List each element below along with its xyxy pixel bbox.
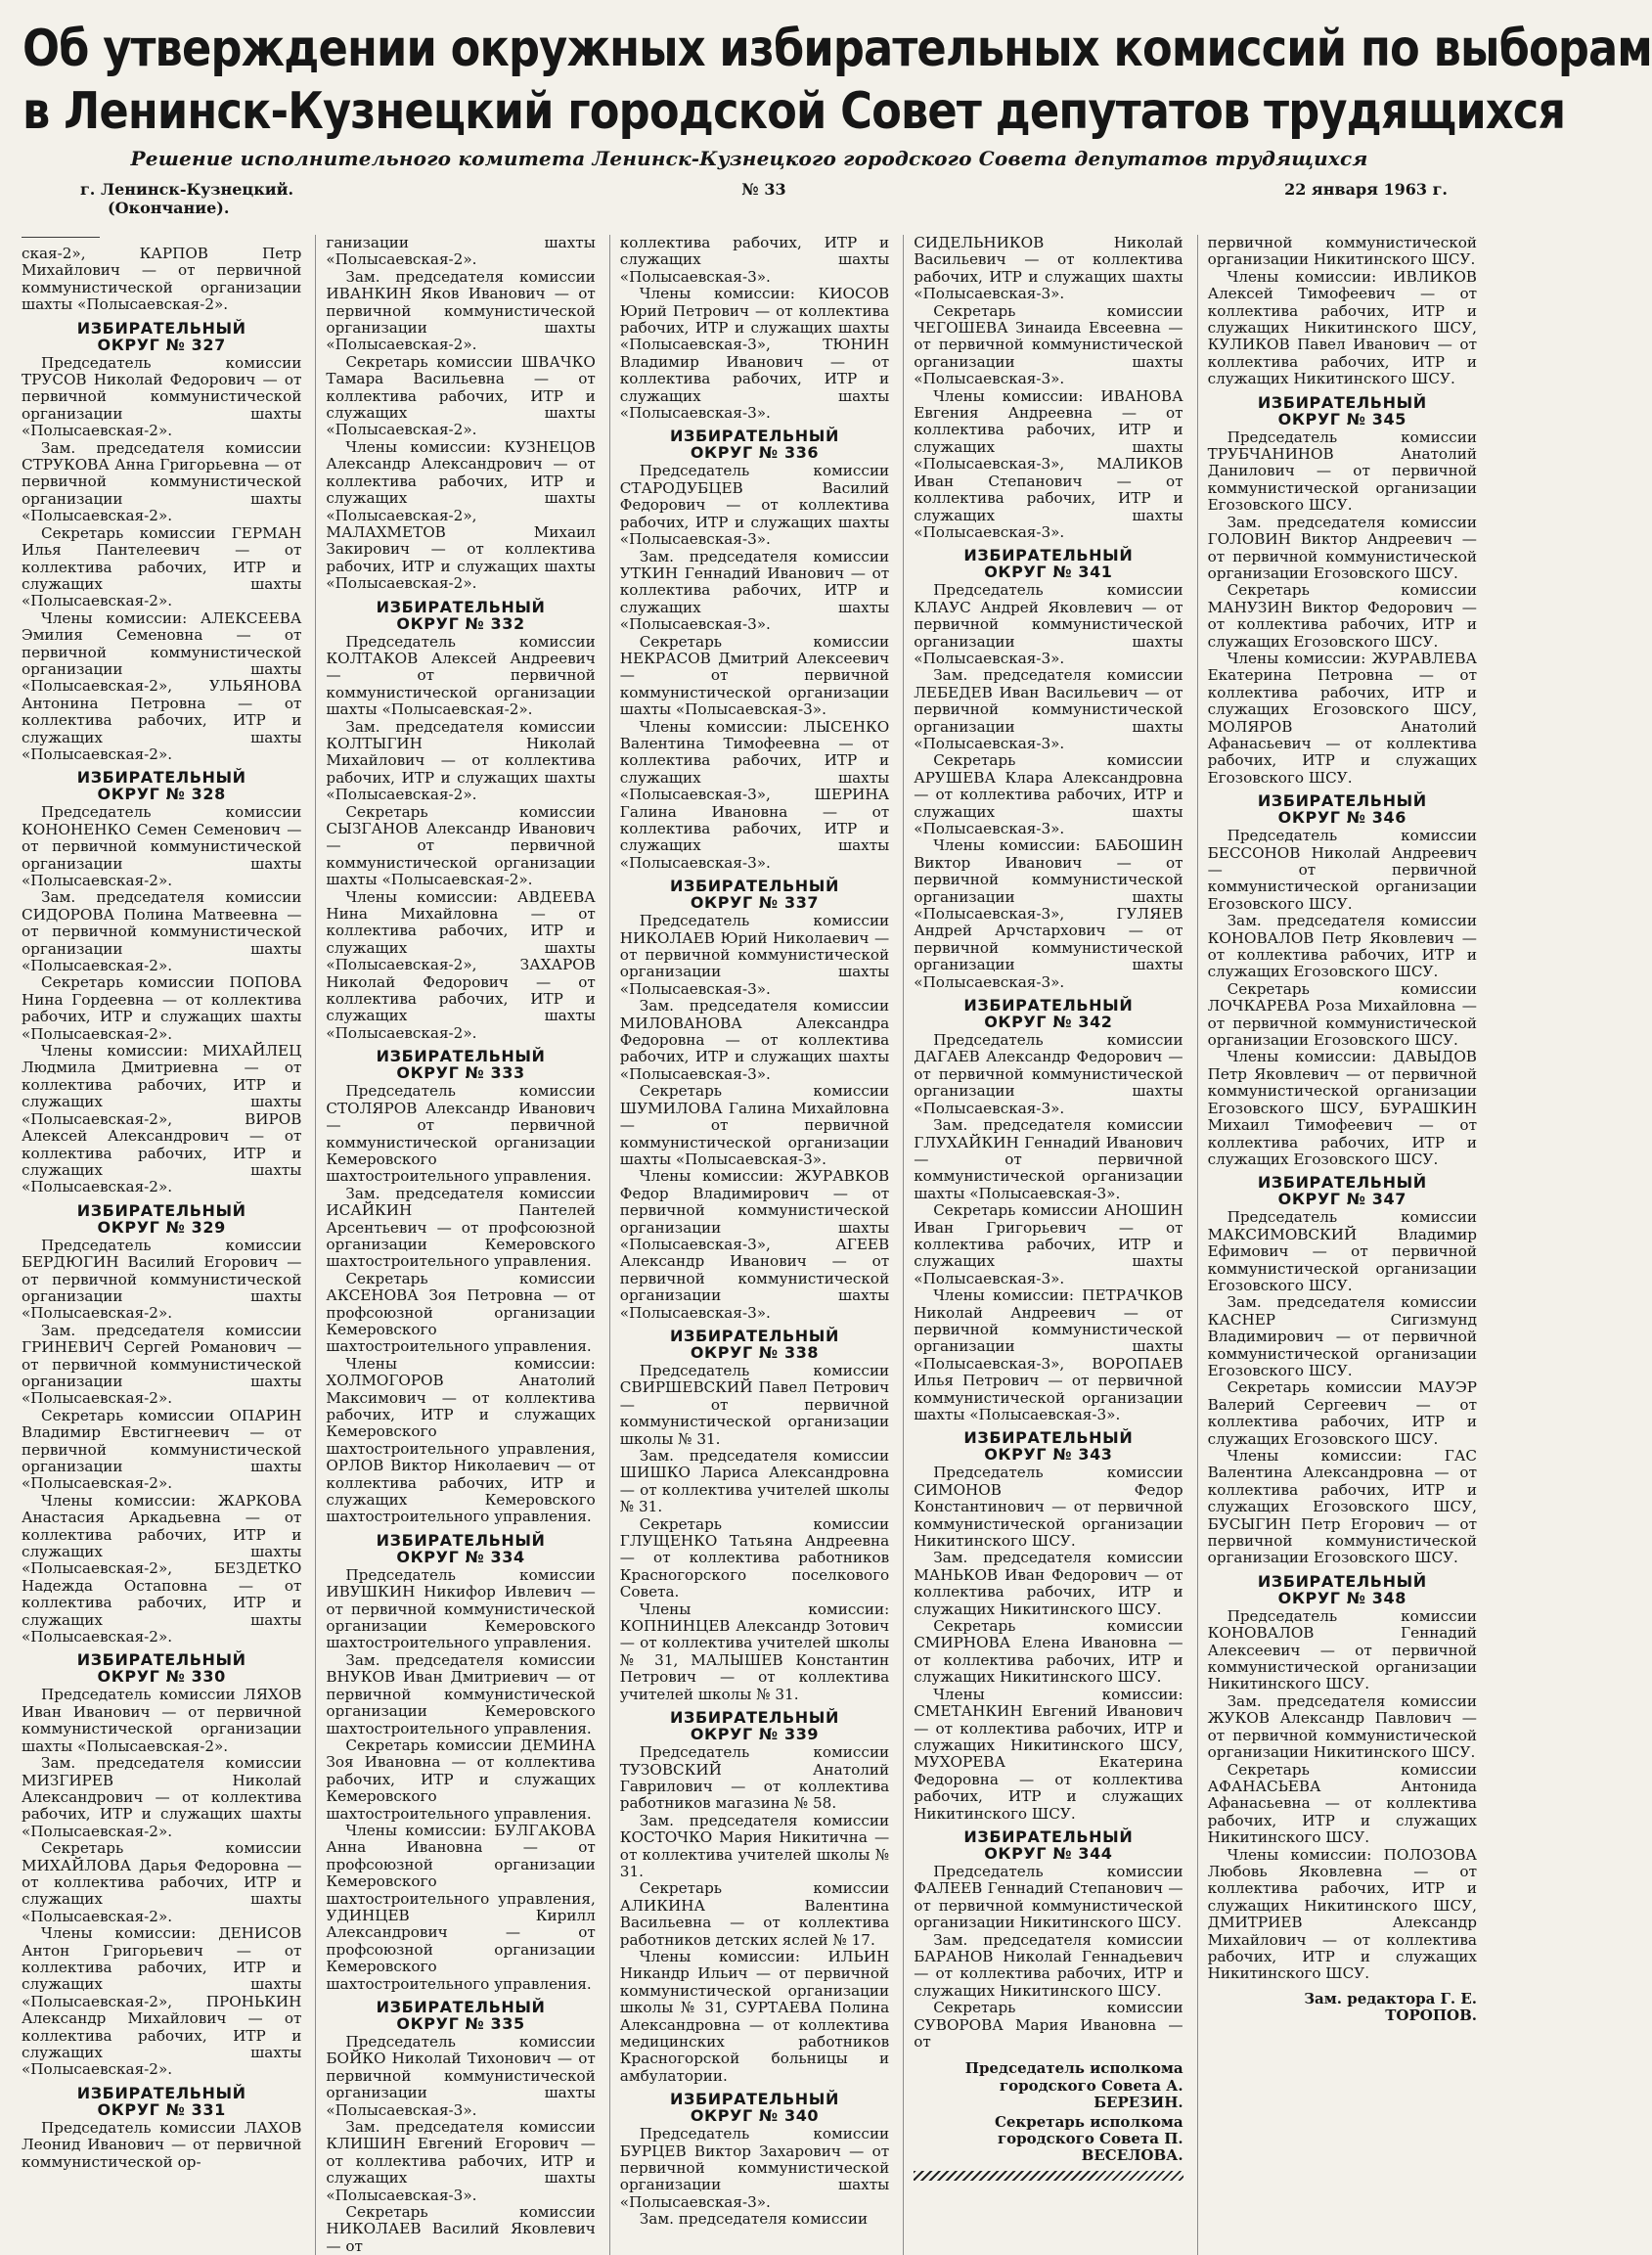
commission-paragraph: Члены комиссии: ДАВЫДОВ Петр Яковлевич — от первичной коммунистической организации Егозовского ШСУ, БУРАШКИН Михаил Тимофеевич — от коллектива рабочих, ИТР и служащих Егозовского ШСУ. (1207, 1048, 1477, 1168)
district-number: ОКРУГ № 339 (690, 1725, 820, 1744)
commission-paragraph: Члены комиссии: ЖАРКОВА Анастасия Аркадьевна — от коллектива рабочих, ИТР и служащих шахты «Полысаевская-2», БЕЗДЕТКО Надежда Остаповна — от коллектива рабочих, ИТР и служащих шахты «Полысаевская-2». (22, 1491, 302, 1646)
district-heading: ИЗБИРАТЕЛЬНЫЙ (376, 597, 546, 616)
commission-paragraph: Члены комиссии: ПЕТРАЧКОВ Николай Андреевич — от первичной коммунистической организации шахты «Полысаевская-3», ВОРОПАЕВ Илья Петрович — от первичной коммунистической организации шахты «Полысаевская-3». (914, 1286, 1183, 1423)
district-number: ОКРУГ № 348 (1277, 1588, 1406, 1607)
district-heading: ИЗБИРАТЕЛЬНЫЙ (670, 877, 839, 896)
district-number: ОКРУГ № 341 (984, 563, 1113, 582)
commission-paragraph: Председатель комиссии ИВУШКИН Никифор Ивлевич — от первичной коммунистической организации Кемеровского шахтостроительного управления. (326, 1565, 596, 1652)
commission-paragraph: Зам. председателя комиссии ГОЛОВИН Виктор Андреевич — от первичной коммунистической организации Егозовского ШСУ. (1207, 513, 1477, 582)
district-number: ОКРУГ № 337 (690, 893, 820, 913)
column-rule (22, 237, 100, 238)
headline-line-2: в Ленинск-Кузнецкий городской Совет депутатов трудящихся (22, 82, 1566, 141)
commission-paragraph: Председатель комиссии НИКОЛАЕВ Юрий Николаевич — от первичной коммунистической организации шахты «Полысаевская-3». (619, 912, 890, 998)
commission-paragraph: Председатель комиссии ЛАХОВ Леонид Иванович — от первичной коммунистической ор- (22, 2118, 302, 2171)
district-number: ОКРУГ № 333 (396, 1063, 525, 1083)
district-heading: ИЗБИРАТЕЛЬНЫЙ (1257, 1173, 1427, 1193)
commission-paragraph: Зам. председателя комиссии СТРУКОВА Анна Григорьевна — от первичной коммунистической организации шахты «Полысаевская-2». (22, 438, 302, 525)
commission-paragraph: Члены комиссии: КОПНИНЦЕВ Александр Зотович — от коллектива учителей школы № 31, МАЛЫШЕВ Константин Петрович — от коллектива учителей школы № 31. (619, 1600, 890, 1703)
commission-paragraph: Секретарь комиссии ДЕМИНА Зоя Ивановна — от коллектива рабочих, ИТР и служащих Кемеровского шахтостроительного управления. (326, 1736, 596, 1823)
headline-line-1: Об утверждении окружных избирательных комиссий по выборам (22, 20, 1652, 78)
district-heading: ИЗБИРАТЕЛЬНЫЙ (670, 2090, 839, 2109)
commission-paragraph: Члены комиссии: ЖУРАВЛЕВА Екатерина Петровна — от коллектива рабочих, ИТР и служащих Егозовского ШСУ, МОЛЯРОВ Анатолий Афанасьевич — от коллектива рабочих, ИТР и служащих Егозовского ШСУ. (1207, 649, 1477, 787)
district-heading: ИЗБИРАТЕЛЬНЫЙ (963, 1428, 1134, 1448)
commission-paragraph: Секретарь комиссии АФАНАСЬЕВА Антонида Афанасьевна — от коллектива рабочих, ИТР и служащих Никитинского ШСУ. (1207, 1760, 1477, 1847)
district-heading: ИЗБИРАТЕЛЬНЫЙ (963, 996, 1134, 1015)
district-heading: ИЗБИРАТЕЛЬНЫЙ (76, 2083, 246, 2102)
district-heading: ИЗБИРАТЕЛЬНЫЙ (76, 768, 246, 788)
commission-paragraph: Члены комиссии: ИЛЬИН Никандр Ильич — от первичной коммунистической организации школы № 31, СУРТАЕВА Полина Александровна — от коллектива медицинских работников Красногорской больницы и амбулатории. (619, 1947, 890, 2085)
district-number: ОКРУГ № 347 (1277, 1190, 1406, 1209)
commission-paragraph: Секретарь комиссии ШУМИЛОВА Галина Михайловна — от первичной коммунистической организации шахты «Полысаевская-3». (619, 1082, 890, 1168)
commission-paragraph: Секретарь комиссии АНОШИН Иван Григорьевич — от коллектива рабочих, ИТР и служащих шахты «Полысаевская-3». (914, 1201, 1183, 1287)
commission-paragraph: Председатель комиссии КЛАУС Андрей Яковлевич — от первичной коммунистической организации шахты «Полысаевская-3». (914, 581, 1183, 667)
issue-number: № 33 (741, 180, 786, 199)
text-column-2 (315, 235, 595, 2255)
commission-paragraph: Председатель комиссии СВИРШЕВСКИЙ Павел Петрович — от первичной коммунистической организации школы № 31. (619, 1361, 890, 1448)
signature-chairman: Председатель исполкома городского Совета А. БЕРЕЗИН. (964, 2059, 1183, 2112)
subheadline: Решение исполнительного комитета Ленинск-Кузнецкого городского Совета депутатов трудящихся (130, 147, 1368, 170)
commission-paragraph: Члены комиссии: ДЕНИСОВ Антон Григорьевич — от коллектива рабочих, ИТР и служащих шахты «Полысаевская-2», ПРОНЬКИН Александр Михайлович — от коллектива рабочих, ИТР и служащих шахты «Полысаевская-2». (22, 1924, 302, 2079)
district-heading: ИЗБИРАТЕЛЬНЫЙ (376, 1530, 546, 1550)
district-heading: ИЗБИРАТЕЛЬНЫЙ (1257, 1571, 1427, 1591)
district-number: ОКРУГ № 338 (690, 1342, 820, 1362)
commission-paragraph: Зам. председателя комиссии УТКИН Геннадий Иванович — от коллектива рабочих, ИТР и служащих шахты «Полысаевская-3». (619, 547, 890, 634)
commission-paragraph: Зам. председателя комиссии КЛИШИН Евгений Егорович — от коллектива рабочих, ИТР и служащих шахты «Полысаевская-3». (326, 2118, 596, 2204)
district-heading: ИЗБИРАТЕЛЬНЫЙ (76, 1650, 246, 1670)
commission-paragraph: Председатель комиссии ЛЯХОВ Иван Иванович — от первичной коммунистической организации шахты «Полысаевская-2». (22, 1686, 302, 1755)
editor-credit: Зам. редактора Г. Е. ТОРОПОВ. (1304, 1989, 1477, 2025)
commission-paragraph: Члены комиссии: МИХАЙЛЕЦ Людмила Дмитриевна — от коллектива рабочих, ИТР и служащих шахты «Полысаевская-2», ВИРОВ Алексей Александрович — от коллектива рабочих, ИТР и служащих шахты «Полысаевская-2». (22, 1042, 302, 1196)
commission-paragraph: Секретарь комиссии МИХАЙЛОВА Дарья Федоровна — от коллектива рабочих, ИТР и служащих шахты «Полысаевская-2». (22, 1839, 302, 1925)
commission-paragraph: первичной коммунистической организации Никитинского ШСУ. (1207, 234, 1477, 269)
text-column-5 (1197, 235, 1477, 2255)
text-column-3 (609, 235, 889, 2255)
commission-paragraph: Председатель комиссии СТОЛЯРОВ Александр Иванович — от первичной коммунистической организации Кемеровского шахтостроительного управления. (326, 1082, 596, 1186)
commission-paragraph: Зам. председателя комиссии ЖУКОВ Александр Павлович — от первичной коммунистической организации Никитинского ШСУ. (1207, 1691, 1477, 1762)
commission-paragraph: Председатель комиссии КОНОНЕНКО Семен Семенович — от первичной коммунистической организации шахты «Полысаевская-2». (22, 803, 302, 889)
district-heading: ИЗБИРАТЕЛЬНЫЙ (376, 1047, 546, 1066)
signature-secretary: Секретарь исполкома городского Совета П. ВЕСЕЛОВА. (994, 2112, 1183, 2165)
commission-paragraph: Зам. председателя комиссии МИЗГИРЕВ Николай Александрович — от коллектива рабочих, ИТР и служащих шахты «Полысаевская-2». (22, 1754, 302, 1840)
commission-paragraph: Председатель комиссии СТАРОДУБЦЕВ Василий Федорович — от коллектива рабочих, ИТР и служащих шахты «Полысаевская-3». (619, 462, 890, 549)
city: г. Ленинск-Кузнецкий. (80, 180, 294, 199)
commission-paragraph: Зам. председателя комиссии ГЛУХАЙКИН Геннадий Иванович — от первичной коммунистической организации шахты «Полысаевская-3». (914, 1116, 1183, 1202)
commission-paragraph: Члены комиссии: ЛЫСЕНКО Валентина Тимофеевна — от коллектива рабочих, ИТР и служащих шахты «Полысаевская-3», ШЕРИНА Галина Ивановна — от коллектива рабочих, ИТР и служащих шахты «Полысаевская-3». (619, 717, 890, 872)
commission-paragraph: Зам. председателя комиссии КОЛТЫГИН Николай Михайлович — от коллектива рабочих, ИТР и служащих шахты «Полысаевская-2». (326, 717, 596, 804)
district-heading: ИЗБИРАТЕЛЬНЫЙ (670, 1326, 839, 1345)
district-number: ОКРУГ № 327 (97, 335, 226, 354)
commission-paragraph: Члены комиссии: ЖУРАВКОВ Федор Владимирович — от первичной коммунистической организации шахты «Полысаевская-3», АГЕЕВ Александр Иванович — от первичной коммунистической организации шахты «Полысаевская-3». (619, 1167, 890, 1322)
commission-paragraph: Секретарь комиссии ПОПОВА Нина Гордеевна — от коллектива рабочих, ИТР и служащих шахты «Полысаевская-2». (22, 973, 302, 1043)
district-number: ОКРУГ № 340 (690, 2106, 820, 2126)
commission-paragraph: Секретарь комиссии АЛИКИНА Валентина Васильевна — от коллектива работников детских яслей № 17. (619, 1879, 890, 1949)
commission-paragraph: Председатель комиссии ТУЗОВСКИЙ Анатолий Гаврилович — от коллектива работников магазина № 58. (619, 1743, 890, 1813)
commission-paragraph: Зам. председателя комиссии КАСНЕР Сигизмунд Владимирович — от первичной коммунистической организации Егозовского ШСУ. (1207, 1293, 1477, 1379)
commission-paragraph: Секретарь комиссии ШВАЧКО Тамара Васильевна — от коллектива рабочих, ИТР и служащих шахты «Полысаевская-2». (326, 352, 596, 439)
commission-paragraph: Секретарь комиссии ГЛУЩЕНКО Татьяна Андреевна — от коллектива работников Красногорского поселкового Совета. (619, 1514, 890, 1601)
commission-paragraph: Зам. председателя комиссии ЛЕБЕДЕВ Иван Васильевич — от первичной коммунистической организации шахты «Полысаевская-3». (914, 666, 1183, 752)
commission-paragraph: Секретарь комиссии НЕКРАСОВ Дмитрий Алексеевич — от первичной коммунистической организации шахты «Полысаевская-3». (619, 632, 890, 719)
commission-paragraph: Члены комиссии: КУЗНЕЦОВ Александр Александрович — от коллектива рабочих, ИТР и служащих шахты «Полысаевская-2», МАЛАХМЕТОВ Михаил Закирович — от коллектива рабочих, ИТР и служащих шахты «Полысаевская-2». (326, 437, 596, 593)
commission-paragraph: Председатель комиссии ДАГАЕВ Александр Федорович — от первичной коммунистической организации шахты «Полысаевская-3». (914, 1031, 1183, 1117)
commission-paragraph: Председатель комиссии ТРУСОВ Николай Федорович — от первичной коммунистической организации шахты «Полысаевская-2». (22, 353, 302, 440)
district-number: ОКРУГ № 345 (1277, 409, 1406, 428)
commission-paragraph: Члены комиссии: ИВЛИКОВ Алексей Тимофеевич — от коллектива рабочих, ИТР и служащих Никитинского ШСУ, КУЛИКОВ Павел Иванович — от коллектива рабочих, ИТР и служащих Никитинского ШСУ. (1207, 267, 1477, 388)
commission-paragraph: Члены комиссии: БУЛГАКОВА Анна Ивановна — от профсоюзной организации Кемеровского шахтостроительного управления, УДИНЦЕВ Кирилл Александрович — от профсоюзной организации Кемеровского шахтостроительного управления. (326, 1821, 596, 1993)
commission-paragraph: Зам. председателя комиссии СИДОРОВА Полина Матвеевна — от первичной коммунистической организации шахты «Полысаевская-2». (22, 888, 302, 975)
district-heading: ИЗБИРАТЕЛЬНЫЙ (376, 1998, 546, 2016)
commission-paragraph: Члены комиссии: БАБОШИН Виктор Иванович — от первичной коммунистической организации шахты «Полысаевская-3», ГУЛЯЕВ Андрей Арчстархович — от первичной коммунистической организации шахты «Полысаевская-3». (914, 836, 1183, 991)
commission-paragraph: Зам. председателя комиссии ИВАНКИН Яков Иванович — от первичной коммунистической организации шахты «Полысаевская-2». (326, 267, 596, 354)
dateline (22, 180, 1477, 217)
commission-paragraph: Секретарь комиссии СЫЗГАНОВ Александр Иванович — от первичной коммунистической организации шахты «Полысаевская-2». (326, 802, 596, 889)
continuation-note: (Окончание). (108, 199, 230, 217)
commission-paragraph: Председатель комиссии ТРУБЧАНИНОВ Анатолий Данилович — от первичной коммунистической организации Егозовского ШСУ. (1207, 428, 1477, 515)
commission-paragraph: Члены комиссии: АЛЕКСЕЕВА Эмилия Семеновна — от первичной коммунистической организации шахты «Полысаевская-2», УЛЬЯНОВА Антонина Петровна — от коллектива рабочих, ИТР и служащих шахты «Полысаевская-2». (22, 609, 302, 763)
commission-paragraph: Зам. председателя комиссии ИСАЙКИН Пантелей Арсентьевич — от профсоюзной организации Кемеровского шахтостроительного управления. (326, 1184, 596, 1271)
commission-paragraph: коллектива рабочих, ИТР и служащих шахты «Полысаевская-3». (619, 234, 890, 286)
district-number: ОКРУГ № 342 (984, 1013, 1113, 1032)
district-heading: ИЗБИРАТЕЛЬНЫЙ (76, 1200, 246, 1220)
commission-paragraph: Председатель комиссии СИМОНОВ Федор Константинович — от первичной коммунистической организации Никитинского ШСУ. (914, 1464, 1183, 1551)
commission-paragraph: Секретарь комиссии НИКОЛАЕВ Василий Яковлевич — от (326, 2203, 596, 2255)
district-heading: ИЗБИРАТЕЛЬНЫЙ (963, 1827, 1134, 1846)
commission-paragraph: Зам. председателя комиссии (639, 2210, 869, 2229)
commission-paragraph: Секретарь комиссии СМИРНОВА Елена Ивановна — от коллектива рабочих, ИТР и служащих Никитинского ШСУ. (914, 1617, 1183, 1687)
commission-paragraph: Зам. председателя комиссии КОСТОЧКО Мария Никитична — от коллектива учителей школы № 31. (619, 1811, 890, 1880)
commission-paragraph: Председатель комиссии БУРЦЕВ Виктор Захарович — от первичной коммунистической организации шахты «Полысаевская-3». (619, 2125, 890, 2211)
commission-paragraph: Секретарь комиссии ЧЕГОШЕВА Зинаида Евсеевна — от первичной коммунистической организации шахты «Полысаевская-3». (914, 301, 1183, 388)
commission-paragraph: СИДЕЛЬНИКОВ Николай Васильевич — от коллектива рабочих, ИТР и служащих шахты «Полысаевская-3». (914, 234, 1183, 303)
district-number: ОКРУГ № 334 (396, 1547, 525, 1566)
commission-paragraph: ганизации шахты «Полысаевская-2». (326, 234, 596, 269)
commission-paragraph: Зам. председателя комиссии КОНОВАЛОВ Петр Яковлевич — от коллектива рабочих, ИТР и служащих Егозовского ШСУ. (1207, 912, 1477, 981)
dateline-city (80, 180, 536, 217)
commission-paragraph: Секретарь комиссии АКСЕНОВА Зоя Петровна — от профсоюзной организации Кемеровского шахтостроительного управления. (326, 1269, 596, 1356)
signatures (914, 2060, 1183, 2164)
commission-paragraph: Председатель комиссии КОЛТАКОВ Алексей Андреевич — от первичной коммунистической организации шахты «Полысаевская-2». (326, 632, 596, 719)
district-heading: ИЗБИРАТЕЛЬНЫЙ (1257, 791, 1427, 811)
commission-paragraph: Зам. председателя комиссии МИЛОВАНОВА Александра Федоровна — от коллектива рабочих, ИТР и служащих шахты «Полысаевская-3». (619, 997, 890, 1083)
commission-paragraph: Члены комиссии: ПОЛОЗОВА Любовь Яковлевна — от коллектива рабочих, ИТР и служащих Никитинского ШСУ, ДМИТРИЕВ Александр Михайлович — от коллектива рабочих, ИТР и служащих Никитинского ШСУ. (1207, 1845, 1477, 1983)
district-number: ОКРУГ № 331 (97, 2099, 226, 2119)
commission-paragraph: Председатель комиссии ФАЛЕЕВ Геннадий Степанович — от первичной коммунистической организации Никитинского ШСУ. (914, 1862, 1183, 1932)
district-heading: ИЗБИРАТЕЛЬНЫЙ (963, 546, 1134, 565)
text-column-1 (22, 235, 301, 2255)
commission-paragraph: Члены комиссии: ИВАНОВА Евгения Андреевна — от коллектива рабочих, ИТР и служащих шахты «Полысаевская-3», МАЛИКОВ Иван Степанович — от коллектива рабочих, ИТР и служащих шахты «Полысаевская-3». (914, 386, 1183, 541)
text-column-4 (903, 235, 1183, 2255)
commission-paragraph: Секретарь комиссии АРУШЕВА Клара Александровна — от коллектива рабочих, ИТР и служащих шахты «Полысаевская-3». (914, 751, 1183, 837)
hatched-divider (914, 2171, 1183, 2181)
district-number: ОКРУГ № 328 (97, 785, 226, 804)
commission-paragraph: Члены комиссии: СМЕТАНКИН Евгений Иванович — от коллектива рабочих, ИТР и служащих Никитинского ШСУ, МУХОРЕВА Екатерина Федоровна — от коллектива рабочих, ИТР и служащих Никитинского ШСУ. (914, 1685, 1183, 1823)
commission-paragraph: Председатель комиссии БОЙКО Николай Тихонович — от первичной коммунистической организации шахты «Полысаевская-3». (326, 2033, 596, 2119)
district-heading: ИЗБИРАТЕЛЬНЫЙ (670, 427, 839, 446)
commission-paragraph: Члены комиссии: АВДЕЕВА Нина Михайловна — от коллектива рабочих, ИТР и служащих шахты «Полысаевская-2», ЗАХАРОВ Николай Федорович — от коллектива рабочих, ИТР и служащих шахты «Полысаевская-2». (326, 887, 596, 1042)
commission-paragraph: Члены комиссии: ХОЛМОГОРОВ Анатолий Максимович — от коллектива рабочих, ИТР и служащих Кемеровского шахтостроительного управления, ОРЛОВ Виктор Николаевич — от коллектива рабочих, ИТР и служащих Кемеровского шахтостроительного управления. (326, 1354, 596, 1526)
district-number: ОКРУГ № 329 (97, 1217, 226, 1237)
commission-paragraph: Председатель комиссии МАКСИМОВСКИЙ Владимир Ефимович — от первичной коммунистической организации Егозовского ШСУ. (1207, 1208, 1477, 1294)
commission-paragraph: Секретарь комиссии ЛОЧКАРЕВА Роза Михайловна — от первичной коммунистической организации Егозовского ШСУ. (1207, 979, 1477, 1050)
commission-paragraph: Члены комиссии: ГАС Валентина Александровна — от коллектива рабочих, ИТР и служащих Егозовского ШСУ, БУСЫГИН Петр Егорович — от первичной коммунистической организации Егозовского ШСУ. (1207, 1447, 1477, 1567)
commission-paragraph: ская-2», КАРПОВ Петр Михайлович — от первичной коммунистической организации шахты «Полысаевская-2». (22, 245, 302, 314)
commission-paragraph: Зам. председателя комиссии ГРИНЕВИЧ Сергей Романович — от первичной коммунистической организации шахты «Полысаевская-2». (22, 1321, 302, 1408)
commission-paragraph: Секретарь комиссии ОПАРИН Владимир Евстигнеевич — от первичной коммунистической организации шахты «Полысаевская-2». (22, 1406, 302, 1493)
commission-paragraph: Члены комиссии: КИОСОВ Юрий Петрович — от коллектива рабочих, ИТР и служащих шахты «Полысаевская-3», ТЮНИН Владимир Иванович — от коллектива рабочих, ИТР и служащих шахты «Полысаевская-3». (619, 285, 890, 423)
district-heading: ИЗБИРАТЕЛЬНЫЙ (670, 1708, 839, 1728)
district-heading: ИЗБИРАТЕЛЬНЫЙ (76, 318, 246, 338)
commission-paragraph: Председатель комиссии КОНОВАЛОВ Геннадий Алексеевич — от первичной коммунистической организации Никитинского ШСУ. (1207, 1606, 1477, 1693)
commission-paragraph: Секретарь комиссии МАНУЗИН Виктор Федорович — от коллектива рабочих, ИТР и служащих Егозовского ШСУ. (1207, 581, 1477, 651)
commission-paragraph: Зам. председателя комиссии ВНУКОВ Иван Дмитриевич — от первичной коммунистической организации Кемеровского шахтостроительного управления. (326, 1650, 596, 1737)
commission-paragraph: Председатель комиссии БЕССОНОВ Николай Андреевич — от первичной коммунистической организации Егозовского ШСУ. (1207, 827, 1477, 913)
district-number: ОКРУГ № 332 (396, 613, 525, 633)
district-number: ОКРУГ № 335 (396, 2014, 525, 2033)
district-number: ОКРУГ № 330 (97, 1667, 226, 1687)
commission-paragraph: Зам. председателя комиссии ШИШКО Лариса Александровна — от коллектива учителей школы № 31. (619, 1447, 890, 1516)
district-number: ОКРУГ № 343 (984, 1445, 1113, 1465)
headline (22, 18, 1652, 143)
commission-paragraph: Зам. председателя комиссии МАНЬКОВ Иван Федорович — от коллектива рабочих, ИТР и служащих Никитинского ШСУ. (914, 1549, 1183, 1618)
commission-paragraph: Зам. председателя комиссии БАРАНОВ Николай Геннадьевич — от коллектива рабочих, ИТР и служащих Никитинского ШСУ. (914, 1930, 1183, 2000)
commission-paragraph: Председатель комиссии БЕРДЮГИН Василий Егорович — от первичной коммунистической организации шахты «Полысаевская-2». (22, 1236, 302, 1323)
commission-paragraph: Секретарь комиссии ГЕРМАН Илья Пантелеевич — от коллектива рабочих, ИТР и служащих шахты «Полысаевская-2». (22, 523, 302, 610)
commission-paragraph: Секретарь комиссии СУВОРОВА Мария Ивановна — от (914, 1999, 1183, 2051)
commission-paragraph: Секретарь комиссии МАУЭР Валерий Сергеевич — от коллектива рабочих, ИТР и служащих Егозовского ШСУ. (1207, 1378, 1477, 1448)
article-columns (22, 234, 1477, 2255)
district-number: ОКРУГ № 336 (690, 443, 820, 463)
district-number: ОКРУГ № 346 (1277, 808, 1406, 828)
issue-date: 22 января 1963 г. (1284, 180, 1448, 199)
district-heading: ИЗБИРАТЕЛЬНЫЙ (1257, 392, 1427, 412)
district-number: ОКРУГ № 344 (984, 1843, 1113, 1863)
